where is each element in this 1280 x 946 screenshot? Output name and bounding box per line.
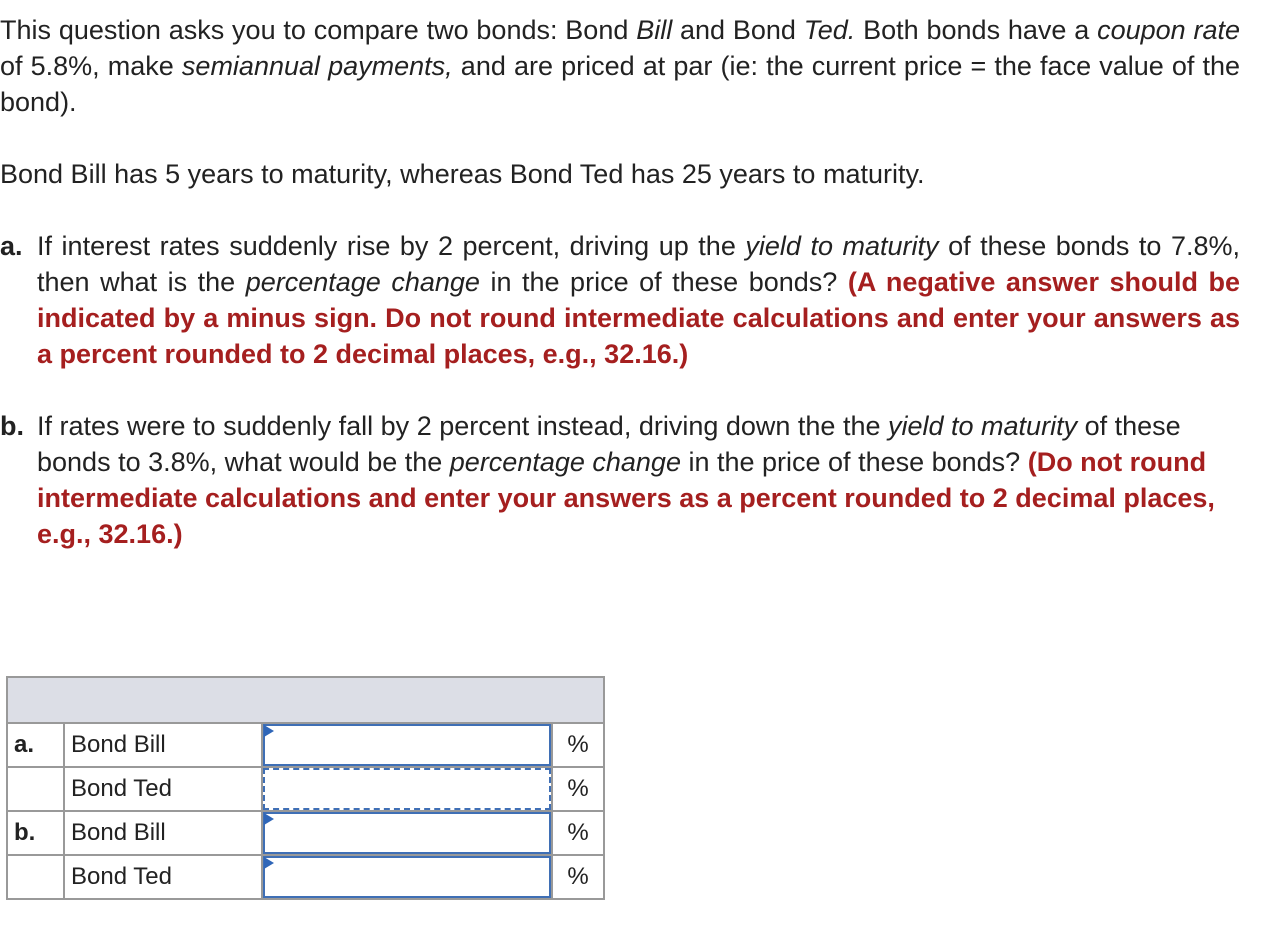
- answer-input-b-bill[interactable]: [263, 812, 551, 854]
- part-label: a.: [7, 723, 64, 767]
- part-label: [7, 767, 64, 811]
- table-row: [7, 811, 604, 855]
- ytm-term: yield to maturity: [745, 231, 939, 261]
- intro-text: Both bonds have a: [855, 15, 1098, 45]
- answer-table-header: [7, 677, 604, 723]
- table-row: [7, 723, 604, 767]
- answer-input-a-bill[interactable]: [263, 724, 551, 766]
- flag-icon: [264, 725, 274, 737]
- intro-text: and Bond: [672, 15, 804, 45]
- question-b-text: of these bonds to 3.8%, what would be the: [37, 411, 1181, 477]
- percentage-change-term: percentage change: [245, 267, 480, 297]
- answer-cell: [262, 723, 552, 767]
- maturity-paragraph: Bond Bill has 5 years to maturity, whereas Bond Ted has 25 years to maturity.: [0, 159, 925, 189]
- ytm-term: yield to maturity: [888, 411, 1078, 441]
- percentage-change-term: percentage change: [449, 447, 681, 477]
- question-a: [0, 228, 1240, 372]
- answer-table-header-cell: [7, 677, 604, 723]
- question-a-text: in the price of these bonds?: [479, 267, 848, 297]
- question-a-text: of these bonds to 7.8%, then what is the: [37, 231, 1240, 297]
- part-label: b.: [7, 811, 64, 855]
- question-b-instruction: (Do not round intermediate calculations and enter your answers as a percent rounded to 2 decimal places, e.g., 32.16.): [37, 447, 1215, 549]
- answer-cell: [262, 855, 552, 899]
- part-label: [7, 855, 64, 899]
- semiannual-term: semiannual payments,: [181, 51, 453, 81]
- bond-label: Bond Bill: [64, 723, 262, 767]
- flag-icon: [264, 813, 274, 825]
- bond-label: Bond Ted: [64, 855, 262, 899]
- answer-table: [6, 676, 605, 900]
- question-a-label: a.: [0, 231, 23, 261]
- intro-paragraph: [0, 12, 1240, 120]
- answer-input-b-ted[interactable]: [263, 856, 551, 898]
- intro-text: and are priced at par (ie: the current price = the face value of the bond).: [0, 51, 1241, 117]
- question-b-text: in the price of these bonds?: [680, 447, 1028, 477]
- table-row: [7, 855, 604, 899]
- intro-text: of 5.8%, make: [0, 51, 182, 81]
- answer-cell: [262, 811, 552, 855]
- bond-label: Bond Bill: [64, 811, 262, 855]
- coupon-rate-term: coupon rate: [1097, 15, 1240, 45]
- question-a-instruction: (A negative answer should be indicated by a minus sign. Do not round intermediate calculations and enter your answers as a percent rounded to 2 decimal places, e.g., 32.16.): [37, 267, 1241, 369]
- question-b-text: If rates were to suddenly fall by 2 percent instead, driving down the the: [37, 411, 888, 441]
- bond-bill-name: Bill: [636, 15, 673, 45]
- question-content: [0, 12, 1240, 552]
- flag-icon: [264, 857, 274, 869]
- unit-label: %: [552, 723, 604, 767]
- intro-text: This question asks you to compare two bonds: Bond: [0, 15, 637, 45]
- table-row: [7, 767, 604, 811]
- unit-label: %: [552, 767, 604, 811]
- question-b-label: b.: [0, 411, 24, 441]
- unit-label: %: [552, 855, 604, 899]
- bond-ted-name: Ted.: [803, 15, 856, 45]
- answer-cell: [262, 767, 552, 811]
- unit-label: %: [552, 811, 604, 855]
- bond-label: Bond Ted: [64, 767, 262, 811]
- answer-input-a-ted[interactable]: [263, 768, 551, 810]
- question-b: [0, 408, 1240, 552]
- question-a-text: If interest rates suddenly rise by 2 percent, driving up the: [37, 231, 746, 261]
